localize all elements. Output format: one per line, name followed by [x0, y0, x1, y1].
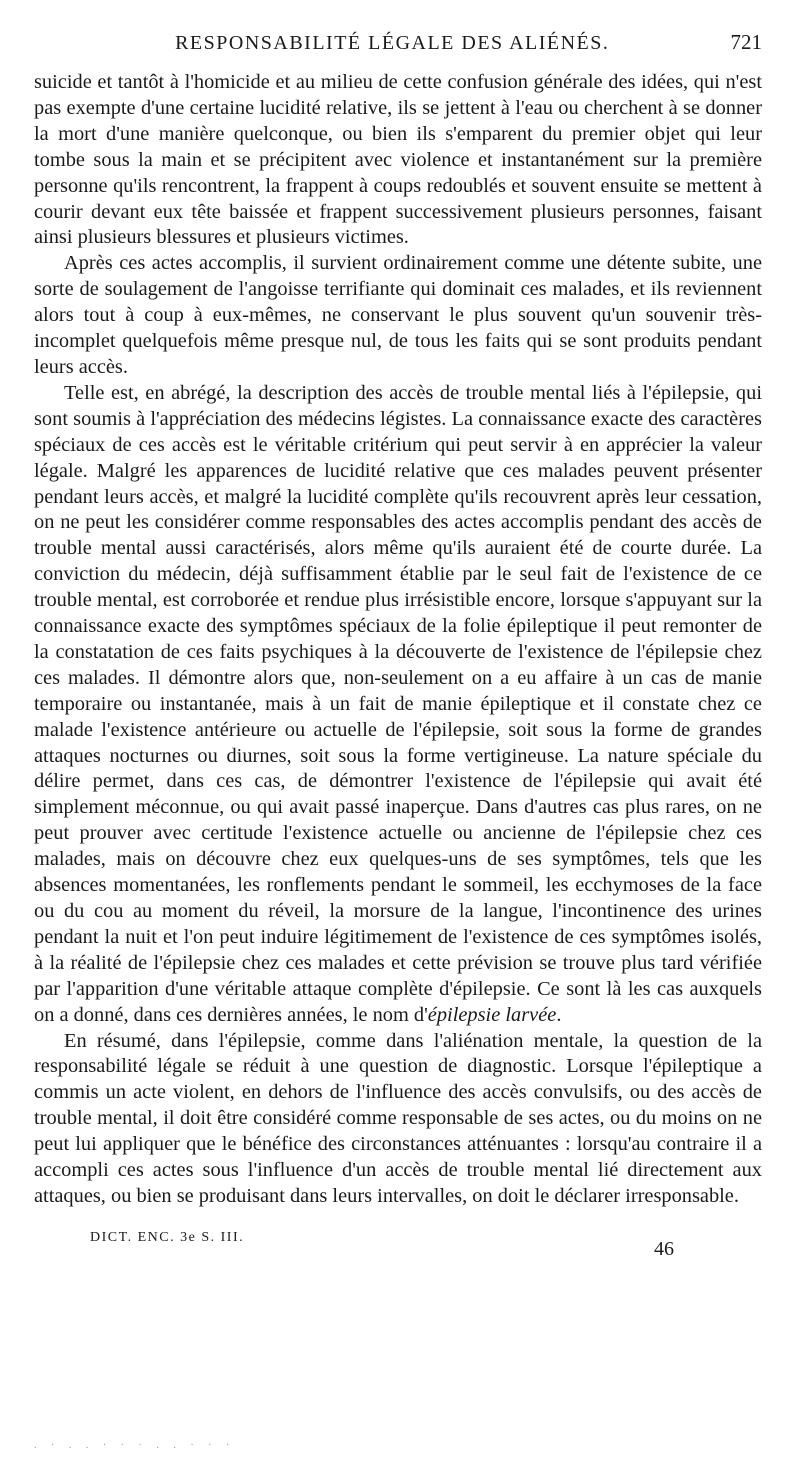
paragraph-text: Telle est, en abrégé, la description des accès de trouble mental liés à l'épilepsie, qui sont soumis à l'appréciation des médecins légistes. La connaissance exacte des caractères spéciaux de ces accès est le véritable critérium qui peut servir à en apprécier la valeur légale. Malgré les apparences de lucidité relative que ces malades peuvent présenter pendant leurs accès, et malgré la lucidité complète qu'ils recouvrent après leur cessation, on ne peut les considérer comme responsables des actes accomplis pendant des accès de trouble mental aussi caractérisés, alors même qu'ils auraient été de courte durée. La conviction du médecin, déjà suffisamment établie par le seul fait de l'existence de ce trouble mental, est corroborée et rendue plus irrésistible encore, lorsque s'appuyant sur la connaissance exacte des symptômes spéciaux de la folie épileptique il peut remonter de la constatation de ces faits psychiques à la découverte de l'existence de l'épilepsie chez ces malades. Il démontre alors que, non-seulement on a eu affaire à un cas de manie temporaire ou instantanée, mais à un fait de manie épileptique et il constate chez ce malade l'existence antérieure ou actuelle de l'épilepsie, soit sous la forme de grandes attaques nocturnes ou diurnes, soit sous la forme vertigineuse. La nature spéciale du délire permet, dans ces cas, de démontrer l'existence de l'épilepsie qui avait été simplement méconnue, ou qui avait passé inaperçue. Dans d'autres cas plus rares, on ne peut prouver avec certitude l'existence actuelle ou ancienne de l'épilepsie chez ces malades, mais on découvre chez eux quelques-uns de ses symptômes, tels que les absences momentanées, les ronflements pendant le sommeil, les ecchymoses de la face ou du cou au moment du réveil, la morsure de la langue, l'incontinence des urines pendant la nuit et l'on peut induire légitimement de l'existence de ces symptômes isolés, à la réalité de l'épilepsie chez ces malades et cette prévision se trouve plus tard vérifiée par l'apparition d'une véritable attaque complète d'épilepsie. Ce sont là les cas auxquels on a donné, dans ces dernières années, le nom d' [34, 381, 762, 1026]
printer-signature: DICT. ENC. 3e S. III. [90, 1229, 245, 1245]
paragraph: En résumé, dans l'épilepsie, comme dans l'aliénation mentale, la question de la responsabilité légale se réduit à une question de diagnostic. Lorsque l'épileptique a commis un acte violent, en dehors de l'influence des accès convulsifs, ou des accès de trouble mental, il doit être considéré comme responsable de ses actes, ou du moins on ne peut lui appliquer que le bénéfice des circonstances atténuantes : lorsqu'au contraire il a accompli ces actes sous l'influence d'un accès de trouble mental lié directement aux attaques, ou bien se produisant dans leurs intervalles, on doit le déclarer irresponsable. [34, 1029, 762, 1207]
paragraph-end: . [556, 1003, 562, 1026]
sheet-number: 46 [654, 1237, 674, 1260]
running-title: RESPONSABILITÉ LÉGALE DES ALIÉNÉS. [175, 32, 610, 54]
emphasized-term: épilepsie larvée [427, 1003, 557, 1026]
page-number: 721 [730, 30, 762, 54]
paragraph: Après ces actes accomplis, il survient ordinairement comme une détente subite, une sorte de soulagement de l'angoisse terrifiante qui dominait ces malades, et ils reviennent alors tout à coup à eux-mêmes, ne conservant le plus souvent qu'un souvenir très-incomplet quelquefois même presque nul, de tous les faits qui se sont produits pendant leurs accès. [34, 252, 762, 378]
body-text [34, 70, 762, 1210]
page-footer [34, 1224, 762, 1264]
scan-specks: . · . . · · · . . · · · [34, 1440, 236, 1451]
paragraph-continued: suicide et tantôt à l'homicide et au milieu de cette confusion générale des idées, qui n'est pas exempte d'une certaine lucidité relative, ils se jettent à l'eau ou cherchent à se donner la mort d'une manière quelconque, ou bien ils s'emparent du premier objet qui leur tombe sous la main et se précipitent avec violence et instantanément sur la première personne qu'ils rencontrent, la frappent à coups redoublés et souvent ensuite se mettent à courir devant eux tête baissée et frappent successivement plusieurs personnes, faisant ainsi plusieurs blessures et plusieurs victimes. [34, 71, 762, 249]
running-head [34, 30, 762, 70]
paragraph [34, 381, 762, 1029]
